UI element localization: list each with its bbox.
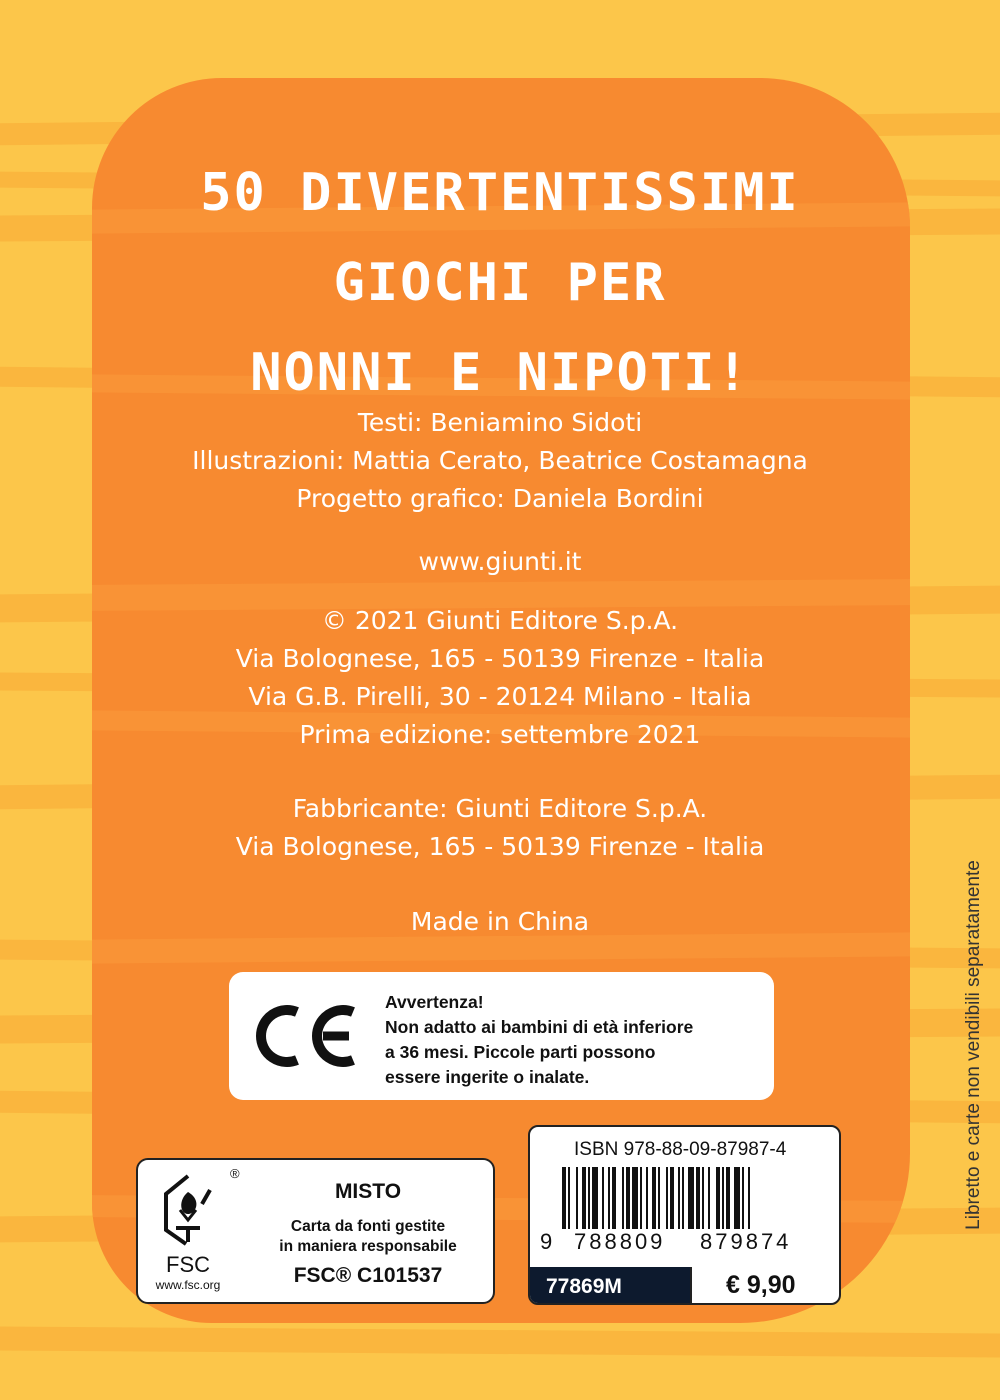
warning-heading: Avvertenza! — [385, 992, 484, 1012]
warning-line: Non adatto ai bambini di età inferiore — [385, 1017, 694, 1037]
warning-text — [385, 990, 765, 1090]
manufacturer-block — [0, 790, 1000, 866]
manufacturer-address: Via Bolognese, 165 - 50139 Firenze - Italia — [235, 832, 765, 861]
product-code-box — [530, 1267, 690, 1305]
title-line: 50 DIVERTENTISSIMI — [200, 163, 800, 223]
book-title — [0, 148, 1000, 418]
warning-line: a 36 mesi. Piccole parti possono — [385, 1042, 656, 1062]
warning-line: essere ingerite o inalate. — [385, 1067, 590, 1087]
fsc-tree-icon — [150, 1170, 226, 1250]
manufacturer-line: Fabbricante: Giunti Editore S.p.A. — [292, 794, 708, 823]
bg-stripe — [0, 1327, 1000, 1358]
publisher-block — [0, 602, 1000, 754]
fsc-category: MISTO — [334, 1180, 402, 1203]
fsc-url: www.fsc.org — [155, 1278, 221, 1292]
publisher-address-firenze: Via Bolognese, 165 - 50139 Firenze - Italia — [235, 644, 765, 673]
side-note: Libretto e carte non vendibili separatamente — [963, 860, 984, 1230]
credit-texts: Testi: Beniamino Sidoti — [357, 408, 643, 437]
publisher-address-milano: Via G.B. Pirelli, 30 - 20124 Milano - Italia — [248, 682, 752, 711]
fsc-label — [136, 1158, 495, 1304]
credit-illustrations: Illustrazioni: Mattia Cerato, Beatrice Costamagna — [192, 446, 808, 475]
product-code: 77869M — [546, 1275, 622, 1298]
origin-block — [0, 903, 1000, 941]
credit-design: Progetto grafico: Daniela Bordini — [296, 484, 704, 513]
fsc-description: Carta da fonti gestite — [290, 1218, 446, 1235]
fsc-registered-mark: ® — [230, 1166, 240, 1181]
ce-mark-icon — [249, 986, 359, 1086]
isbn-barcode-box — [528, 1125, 841, 1305]
fsc-logo-text: FSC — [166, 1252, 210, 1277]
barcode-digits-right: 879874 — [700, 1229, 792, 1254]
fsc-license-code: FSC® C101537 — [293, 1264, 443, 1287]
copyright-line: © 2021 Giunti Editore S.p.A. — [321, 606, 679, 635]
price-divider — [690, 1267, 692, 1305]
made-in-line: Made in China — [410, 907, 590, 936]
edition-line: Prima edizione: settembre 2021 — [299, 720, 701, 749]
title-line: NONNI E NIPOTI! — [250, 343, 750, 403]
barcode-digit-prefix: 9 — [540, 1229, 553, 1254]
isbn-number: ISBN 978-88-09-87987-4 — [574, 1139, 787, 1160]
price: € 9,90 — [726, 1271, 796, 1299]
title-line: GIOCHI PER — [333, 253, 667, 313]
website-block — [0, 543, 1000, 581]
ce-warning-box — [229, 972, 774, 1100]
barcode-digits-left: 788809 — [574, 1229, 666, 1254]
credits-authors — [0, 404, 1000, 518]
fsc-description: in maniera responsabile — [279, 1238, 457, 1255]
website-link[interactable]: www.giunti.it — [418, 547, 582, 576]
